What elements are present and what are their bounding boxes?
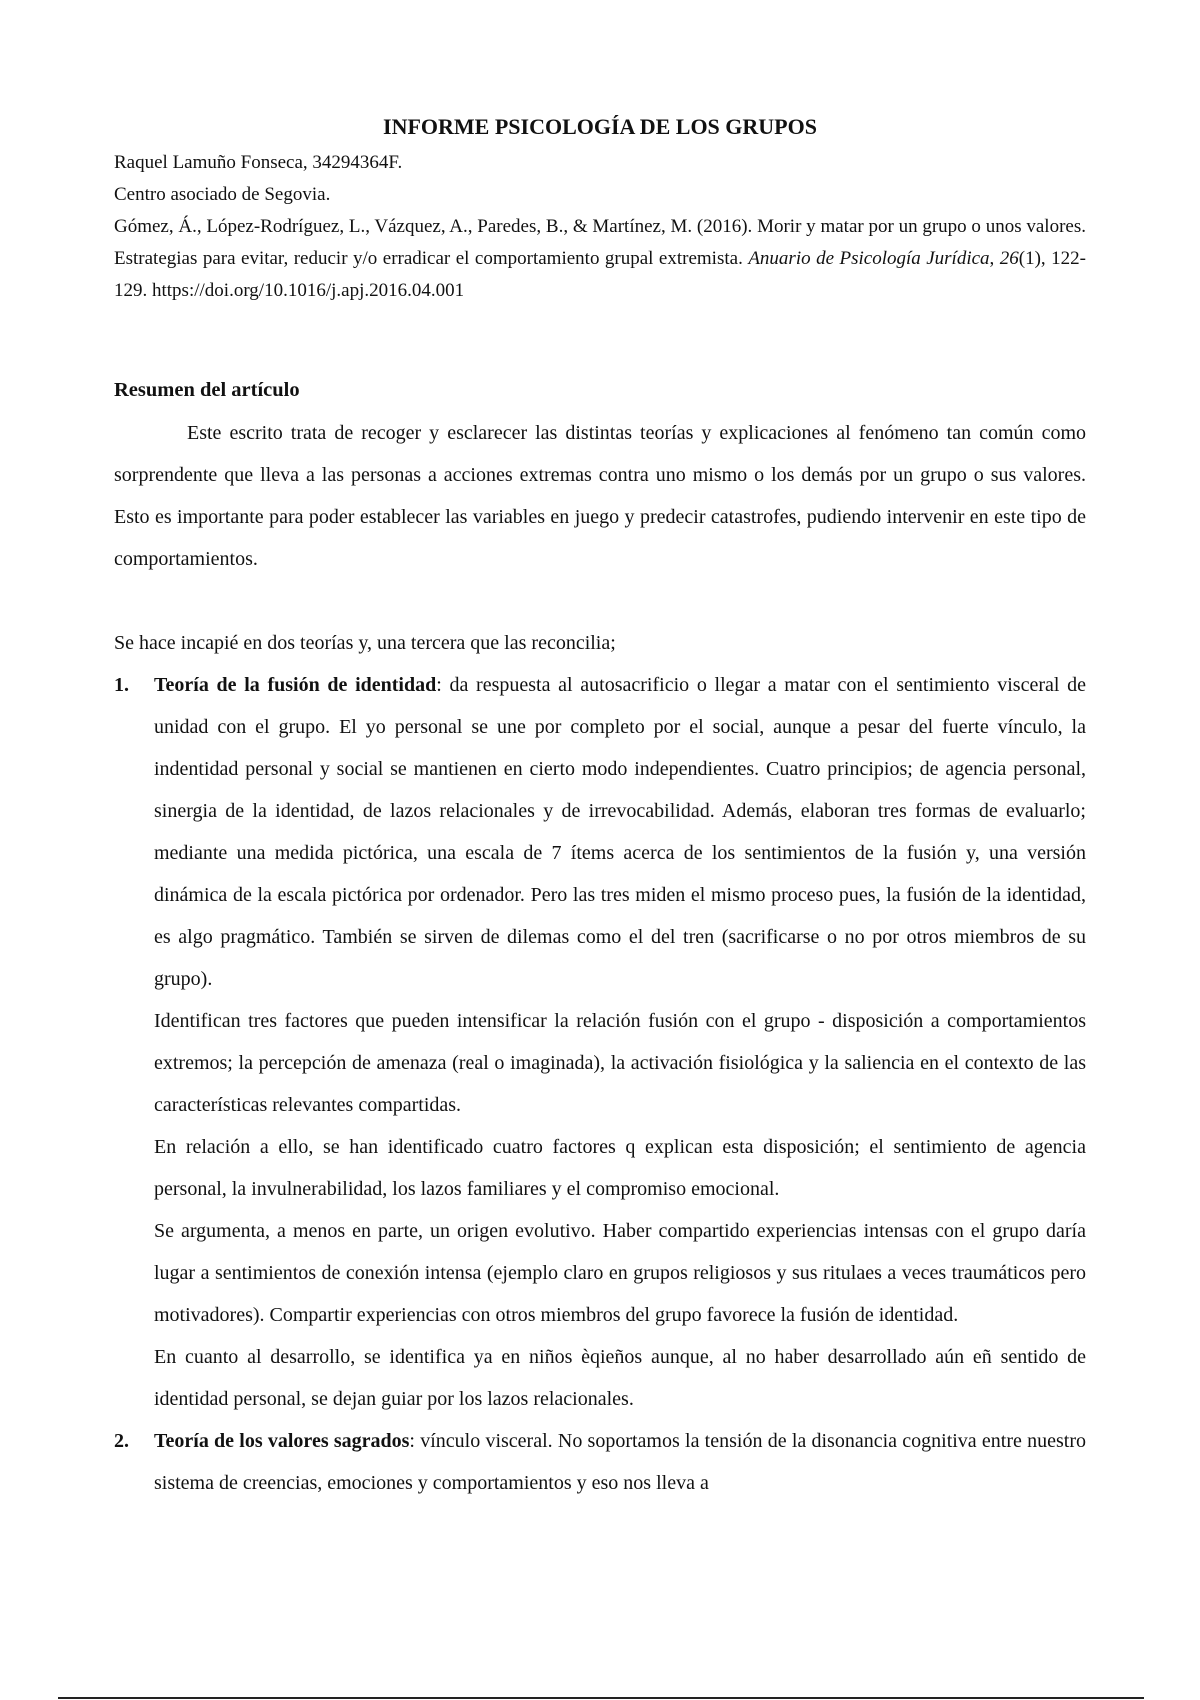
list-item-lead — [154, 664, 1086, 1000]
list-item-term: Teoría de los valores sagrados — [154, 1430, 410, 1452]
citation — [114, 211, 1086, 307]
center-line: Centro asociado de Segovia. — [114, 184, 331, 205]
list-item-text: : vínculo visceral. No soportamos la tensión de la disonancia cognitiva entre nuestro sistema de creencias, emociones y comportamientos y eso nos lleva a — [154, 1430, 1087, 1494]
list-item-paragraph: Identifican tres factores que pueden intensificar la relación fusión con el grupo - disposición a comportamientos extremos; la percepción de amenaza (real o imaginada), la activación fisiológica y la saliencia en el contexto de las características relevantes compartidas. — [154, 1010, 1086, 1116]
summary-paragraph: Este escrito trata de recoger y esclarecer las distintas teorías y explicaciones al fenómeno tan común como sorprendente que lleva a las personas a acciones extremas contra uno mismo o los demás por un grupo o sus valores. Esto es importante para poder establecer las variables en juego y predecir catastrofes, pudiendo intervenir en este tipo de comportamientos. — [114, 422, 1086, 570]
list-item — [114, 1420, 1086, 1504]
list-item — [114, 664, 1086, 1420]
citation-rest: (1), 122-129. https://doi.org/10.1016/j.apj.2016.04.001 — [114, 248, 1086, 301]
list-item-number: 2. — [114, 1430, 129, 1452]
citation-sep: , — [989, 248, 1000, 269]
citation-journal: Anuario de Psicología Jurídica — [748, 248, 990, 269]
citation-volume: 26 — [999, 248, 1019, 269]
summary-intro-block — [114, 622, 1086, 664]
summary-body — [114, 412, 1086, 580]
list-item-lead — [154, 1420, 1086, 1504]
list-item-paragraph: En cuanto al desarrollo, se identifica ya en niños èqieños aunque, al no haber desarrollado aún eñ sentido de identidad personal, se dejan guiar por los lazos relacionales. — [154, 1346, 1086, 1410]
summary-intro: Se hace incapié en dos teorías y, una tercera que las reconcilia; — [114, 632, 616, 654]
document-title: INFORME PSICOLOGÍA DE LOS GRUPOS — [383, 114, 817, 139]
footer-divider — [58, 1697, 1144, 1699]
citation-authors-title: Gómez, Á., López-Rodríguez, L., Vázquez, A., Paredes, B., & Martínez, M. (2016). Morir y matar por un grupo o unos valores. Estrategias para evitar, reducir y/o erradicar el comportamiento grupal extremista. — [114, 216, 1086, 269]
list-item-paragraph: En relación a ello, se han identificado cuatro factores q explican esta disposición; el sentimiento de agencia personal, la invulnerabilidad, los lazos familiares y el compromiso emocional. — [154, 1136, 1086, 1200]
list-item-paragraph: Se argumenta, a menos en parte, un origen evolutivo. Haber compartido experiencias intensas con el grupo daría lugar a sentimientos de conexión intensa (ejemplo claro en grupos religiosos y sus ritulaes a veces traumáticos pero motivadores). Compartir experiencias con otros miembros del grupo favorece la fusión de identidad. — [154, 1220, 1086, 1326]
list-item-text: : da respuesta al autosacrificio o llegar a matar con el sentimiento visceral de unidad con el grupo. El yo personal se une por completo por el social, aunque a pesar del fuerte vínculo, la indentidad personal y social se mantienen en cierto modo independientes. Cuatro principios; de agencia personal, sinergia de la identidad, de lazos relacionales y de irrevocabilidad. Además, elaboran tres formas de evaluarlo; mediante una medida pictórica, una escala de 7 ítems acerca de los sentimientos de la fusión y, una versión dinámica de la escala pictórica por ordenador. Pero las tres miden el mismo proceso pues, la fusión de la identidad, es algo pragmático. También se sirven de dilemas como el del tren (sacrificarse o no por otros miembros de su grupo). — [154, 674, 1086, 990]
theory-list — [114, 664, 1086, 1504]
summary-heading: Resumen del artículo — [114, 379, 300, 401]
list-item-term: Teoría de la fusión de identidad — [154, 674, 437, 696]
document-meta — [114, 147, 1086, 307]
list-item-number: 1. — [114, 674, 129, 696]
author-line: Raquel Lamuño Fonseca, 34294364F. — [114, 152, 403, 173]
